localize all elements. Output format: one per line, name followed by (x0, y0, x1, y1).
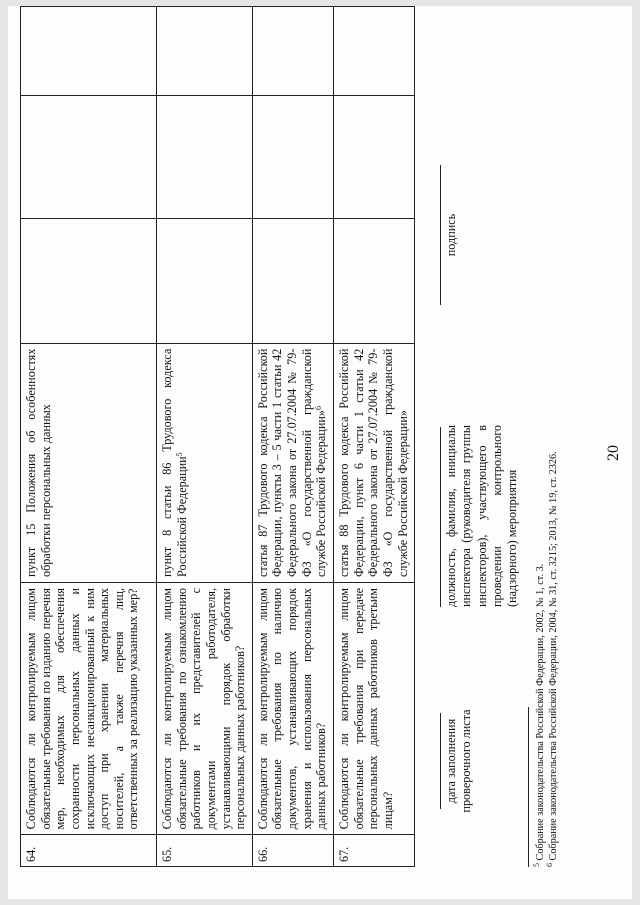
signature-line[interactable] (440, 165, 441, 305)
row-number: 67. (334, 835, 415, 867)
answer-cell[interactable] (252, 7, 333, 96)
inspector-label: должность, фамилия, инициалы инспектора (руководителя группы инспекторов), участвующего в проведении контрольного (надзорного) мероприятия (444, 425, 519, 607)
signature-label: подпись (444, 213, 458, 257)
footnote-divider (528, 707, 529, 867)
table-row (334, 7, 415, 867)
footnote: $^5$ Собрание законодательства Российской Федерации, 2002, № 1, ст. 3. (532, 563, 546, 867)
legal-reference: пункт 8 статьи 86 Трудового кодекса Российской Федерации$^5$ (157, 343, 253, 582)
footnote: $^6$ Собрание законодательства Российской Федерации, 2004, № 31, ст. 3215; 2013, № 19, ст. 2326. (545, 451, 560, 867)
answer-cell[interactable] (21, 95, 157, 218)
answer-cell[interactable] (334, 218, 415, 343)
requirement-question: Соблюдаются ли контролируемым лицом обязательные требования по наличию документов, устанавливающих порядок хранения и использования персональных данных работников? (252, 582, 333, 834)
inspector-block (440, 425, 520, 607)
legal-reference: пункт 15 Положения об особенностях обработки персональных данных (21, 343, 157, 582)
answer-cell[interactable] (157, 218, 253, 343)
row-number: 65. (157, 835, 253, 867)
document-page (8, 6, 632, 899)
footnotes (534, 451, 561, 867)
requirement-question: Соблюдаются ли контролируемым лицом обязательные требования по ознакомлению работников и их представителей с документами работодателя, устанавливающими порядок обработки персональных данных работников? (157, 582, 253, 834)
footnote-ref: 5 (174, 452, 184, 457)
page-number: 20 (605, 445, 622, 461)
requirement-question: Соблюдаются ли контролируемым лицом обязательные требования при передаче персональных данных работников третьим лицам? (334, 582, 415, 834)
answer-cell[interactable] (21, 218, 157, 343)
rotated-sheet (8, 6, 632, 899)
row-number: 66. (252, 835, 333, 867)
table-row (252, 7, 333, 867)
checklist-table (20, 6, 415, 867)
footnote-ref: 6 (314, 406, 324, 411)
legal-reference: статья 87 Трудового кодекса Российской Федерации, пункты 3 – 5 части 1 статьи 42 Федерального закона от 27.07.2004 № 79-ФЗ «О государственной гражданской службе Российской Федерации»$^6$ (252, 343, 333, 582)
answer-cell[interactable] (334, 7, 415, 96)
signature-block (440, 165, 459, 305)
inspector-line[interactable] (440, 427, 441, 607)
answer-cell[interactable] (334, 95, 415, 218)
date-block (440, 707, 475, 815)
answer-cell[interactable] (157, 95, 253, 218)
table-row (157, 7, 253, 867)
row-number: 64. (21, 835, 157, 867)
date-label: дата заполнения проверочного листа (444, 709, 474, 813)
answer-cell[interactable] (252, 218, 333, 343)
answer-cell[interactable] (252, 95, 333, 218)
legal-reference: статья 88 Трудового кодекса Российской Федерации, пункт 6 части 1 статьи 42 Федерального закона от 27.07.2004 № 79-ФЗ «О государственной гражданской службе Российской Федерации» (334, 343, 415, 582)
answer-cell[interactable] (157, 7, 253, 96)
date-line[interactable] (440, 713, 441, 809)
requirement-question: Соблюдаются ли контролируемым лицом обязательные требования по изданию перечня мер, необходимых для обеспечения сохранности персональных данных и исключающих несанкционированный к ним доступ при хранении материальных носителей, а также перечня лиц, ответственных за реализацию указанных мер? (21, 582, 157, 834)
table-row (21, 7, 157, 867)
answer-cell[interactable] (21, 7, 157, 96)
